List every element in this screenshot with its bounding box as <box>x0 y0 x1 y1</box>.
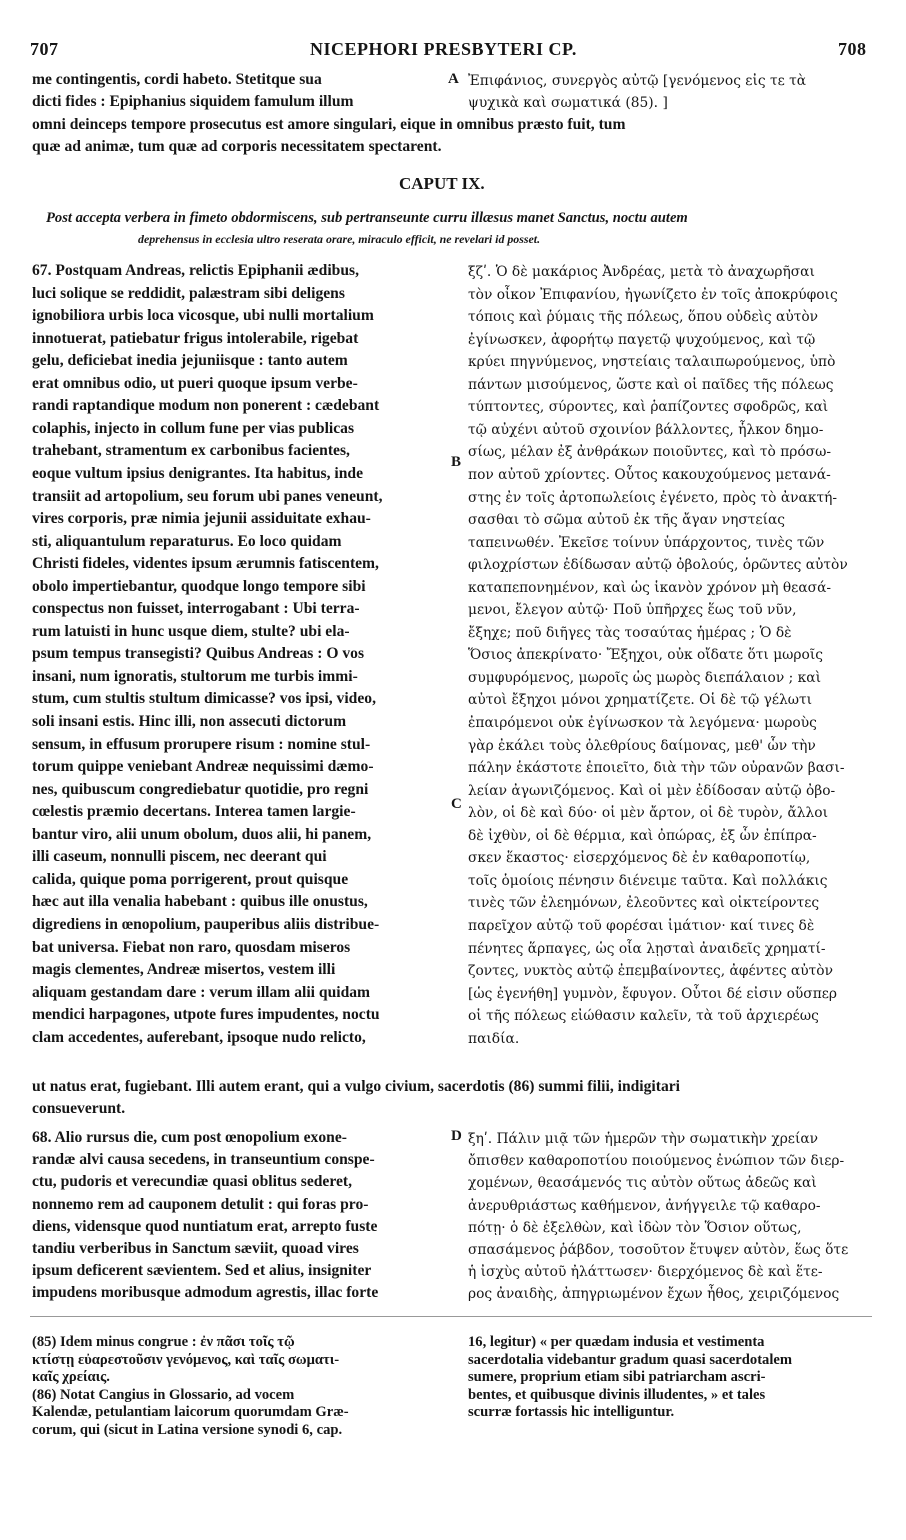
chapter-summary-line: Post accepta verbera in fimeto obdormiscens, sub pertranseunte curru illæsus manet Sanctus, noctu autem <box>46 210 688 226</box>
greek-line: κρύει πηγνύμενος, νηστείαις ταλαιπωρούμενος, ὑπὸ <box>468 354 836 371</box>
latin-line: 68. Alio rursus die, cum post œnopolium exone- <box>32 1129 347 1146</box>
latin-line: Christi fideles, videntes ipsum ærumnis fatiscentem, <box>32 555 379 573</box>
latin-line: randi raptandique modum non ponerent : cædebant <box>32 397 380 415</box>
latin-line: stum, cum stultis stultum dimicasse? vos ipsi, video, <box>32 690 376 708</box>
greek-line: λὸν, οἱ δὲ καὶ δύο· οἱ μὲν ἄρτον, οἱ δὲ τυρὸν, ἄλλοι <box>468 805 828 822</box>
intro-latin-line: dicti fides : Epiphanius siquidem famulum illum <box>32 93 354 110</box>
latin-line: randæ alvi causa secedens, in transeuntium conspe- <box>32 1151 375 1169</box>
footnote-line: corum, qui (sicut in Latina versione synodi 6, cap. <box>32 1421 343 1438</box>
chapter-summary-line: deprehensus in ecclesia ultro reserata orare, miraculo efficit, ne revelari id posset. <box>138 232 541 246</box>
greek-line: ξζʹ. Ὁ δὲ μακάριος Ἀνδρέας, μετὰ τὸ ἀναχωρῆσαι <box>468 264 815 280</box>
margin-mark-d: D <box>451 1128 462 1144</box>
latin-line: sensum, in effusum prorupere risum : nomine stul- <box>32 735 371 753</box>
greek-line: δὲ ἰχθὺν, οἱ δὲ θέρμια, καὶ ὀπώρας, ἐξ ὧν ἐπίπρα- <box>468 827 817 844</box>
latin-line: ipsum deficerent sævientem. Sed et alius, insigniter <box>32 1262 372 1280</box>
greek-line: πάλην ἑκάστοτε ἐποιεῖτο, διὰ τὴν τῶν οὐρανῶν βασι- <box>468 760 845 777</box>
footnote-line: (86) Notat Cangius in Glossario, ad vocem <box>32 1386 295 1403</box>
greek-line: πάντων μισούμενος, ὥστε καὶ οἱ παῖδες τῆς πόλεως <box>468 376 834 393</box>
greek-line: καταπεπονημένον, καὶ ὡς ἱκανὸν χρόνον μὴ θεασά- <box>468 579 832 596</box>
greek-line: [ὡς ἐγενήθη] γυμνὸν, ἔφυγον. Οὗτοι δέ εἰσιν οὕσπερ <box>468 985 838 1002</box>
section-67-closing-line: consueverunt. <box>32 1100 126 1117</box>
greek-line: μενοι, ἔλεγον αὐτῷ· Ποῦ ὑπῆρχες ἕως τοῦ νῦν, <box>468 602 797 619</box>
greek-line: ἐγίνωσκεν, ἀφορήτῳ παγετῷ ψυχούμενος, καὶ τῷ <box>468 331 816 348</box>
margin-mark-a: A <box>448 71 459 87</box>
latin-line: clam accedentes, auferebant, ipsoque nudo relicto, <box>32 1028 366 1046</box>
latin-line: gelu, deficiebat inedia jejuniisque : tanto autem <box>32 352 348 370</box>
greek-line: σίως, μέλαν ἐξ ἀνθράκων ποιοῦντες, καὶ τὸ πρόσω- <box>468 444 832 461</box>
footnote-line: καῖς χρείαις. <box>32 1369 110 1385</box>
running-title: NICEPHORI PRESBYTERI CP. <box>310 39 577 59</box>
latin-line: transiit ad artopolium, seu forum ubi panes veneunt, <box>32 487 383 505</box>
greek-line: ἀνερυθριάστως καθήμενον, ἀνήγγειλε τῷ καθαρο- <box>468 1197 821 1214</box>
page-number-right: 708 <box>838 39 867 59</box>
footnote-rule <box>30 1316 872 1317</box>
greek-line: παρεῖχον αὐτῷ τοῦ φορέσαι ἱμάτιον· καί τινες δὲ <box>468 917 815 934</box>
greek-line: ταπεινωθέν. Ἐκεῖσε τοίνυν ὑπάρχοντος, τινὲς τῶν <box>468 534 825 551</box>
latin-line: soli insani estis. Hinc illi, non assecuti dictorum <box>32 713 347 730</box>
greek-line: πότῃ· ὁ δὲ ἐξελθὼν, καὶ ἰδὼν τὸν Ὅσιον οὕτως, <box>468 1219 802 1236</box>
footnote-line: κτίστῃ εὐαρεστοῦσιν γενόμενος, καὶ ταῖς σωματι- <box>32 1351 340 1368</box>
latin-line: insani, num ignoratis, stultorum me turbis immi- <box>32 667 358 685</box>
latin-line: nonnemo rem ad cauponem detulit : qui foras pro- <box>32 1195 369 1213</box>
latin-line: cœlestis præmio decertans. Interea tamen largie- <box>32 803 356 821</box>
footnote-line: sacerdotalia videbantur gradum quasi sacerdotalem <box>468 1351 793 1368</box>
greek-line: χομένων, θεασάμενός τις αὐτὸν οὕτως ἀδεῶς καὶ <box>468 1175 817 1192</box>
latin-line: tandiu verberibus in Sanctum sæviit, quoad vires <box>32 1240 359 1257</box>
latin-line: luci solique se reddidit, palæstram sibi deligens <box>32 284 345 302</box>
section-67-closing-line: ut natus erat, fugiebant. Illi autem erant, qui a vulgo civium, sacerdotis (86) summi filii, indigitari <box>32 1078 681 1095</box>
latin-line: colaphis, injecto in collum fune per vias publicas <box>32 419 355 437</box>
margin-mark-c: C <box>451 796 462 812</box>
latin-line: sti, aliquantulum reparaturus. Eo loco quidam <box>32 532 342 550</box>
latin-line: conspectus non fuisset, interrogabant : Ubi terra- <box>32 600 360 618</box>
latin-line: psum tempus transegisti? Quibus Andreas : O vos <box>32 645 365 663</box>
latin-line: calida, quique poma porrigerent, prout quisque <box>32 870 349 888</box>
greek-line: τοῖς ὁμοίοις πένησιν διένειμε ταῦτα. Καὶ πολλάκις <box>468 872 828 889</box>
greek-line: συμφυρόμενος, μωροῖς ὡς μωρὸς διεπάλαιον ; καὶ <box>468 669 821 686</box>
greek-line: ἔξηχε; ποῦ διῆγες τὰς τοσαύτας ἡμέρας ; Ὁ δὲ <box>468 624 792 641</box>
latin-line: illi caseum, nonnulli piscem, nec deerant qui <box>32 848 327 866</box>
greek-line: πον αὐτοῦ χρίοντες. Οὗτος κακουχούμενος μετανά- <box>468 466 831 483</box>
latin-line: ctu, pudoris et verecundiæ quasi oblitus sederet, <box>32 1173 352 1191</box>
greek-line: τινὲς τῶν ἐλεημόνων, ἐλεοῦντες καὶ οἰκτείροντες <box>468 895 820 912</box>
greek-line: παιδία. <box>468 1030 520 1047</box>
greek-line: φιλοχρίστων ἐδίδωσαν αὐτῷ ὀβολούς, ὁρῶντες αὐτὸν <box>468 557 848 574</box>
latin-line: rum latuisti in hunc usque diem, stulte? ubi ela- <box>32 622 350 640</box>
footnote-line: 16, legitur) « per quædam indusia et vestimenta <box>468 1334 765 1350</box>
greek-line: ζοντες, νυκτὸς αὐτῷ ἐπεμβαίνοντες, ἀφέντες αὐτὸν <box>468 963 833 980</box>
latin-line: aliquam gestandam dare : verum illam alii quidam <box>32 983 371 1001</box>
greek-line: σασθαι τὸ σῶμα αὐτοῦ ἐκ τῆς ἄγαν νηστείας <box>468 512 786 529</box>
greek-line: τῷ αὐχένι αὐτοῦ σχοινίον βάλλοντες, ἧλκον δημο- <box>468 421 824 438</box>
latin-line: vires corporis, præ nimia jejunii assiduitate exhau- <box>32 510 371 528</box>
latin-line: eoque vultum ipsius denigrantes. Ita habitus, inde <box>32 464 364 482</box>
page-number-left: 707 <box>30 39 59 59</box>
latin-line: trahebant, stramentum ex carbonibus facientes, <box>32 442 350 460</box>
latin-line: magis clementes, Andreæ misertos, vestem illi <box>32 961 336 979</box>
greek-line: ἐπαιρόμενοι οὐκ ἐγίνωσκον τὰ λεγόμενα· μωροὺς <box>468 715 817 731</box>
latin-line: erat omnibus odio, ut pueri quoque ipsum verbe- <box>32 374 358 392</box>
footnote-line: (85) Idem minus congrue : ἐν πᾶσι τοῖς τῷ <box>32 1334 295 1350</box>
greek-line: σκεν ἕκαστος· εἰσερχόμενος δὲ ἐν καθαροποτίῳ, <box>468 850 811 867</box>
latin-line: mendici harpagones, utpote fures impudentes, noctu <box>32 1006 380 1024</box>
latin-line: digrediens in œnopolium, pauperibus aliis distribue- <box>32 915 380 933</box>
latin-line: ignobiliora urbis loca vicosque, ubi nulli mortalium <box>32 307 374 325</box>
intro-latin-line: quæ ad animæ, tum quæ ad corporis necessitatem spectarent. <box>32 138 442 155</box>
latin-line: nes, quibuscum congrediebatur quotidie, pro regni <box>32 780 369 798</box>
intro-latin-line: omni deinceps tempore prosecutus est amore singulari, eique in omnibus præsto fuit, tum <box>32 116 626 133</box>
footnote-line: bentes, et quibusque divinis illudentes, » et tales <box>468 1386 766 1403</box>
latin-line: innotuerat, patiebatur frigus intolerabile, rigebat <box>32 329 359 347</box>
footnote-line: scurræ fortassis hic intelliguntur. <box>468 1404 675 1420</box>
latin-line: impudens moribusque admodum agrestis, illac forte <box>32 1284 379 1302</box>
latin-line: bantur viro, alii unum obolum, duos alii, hi panem, <box>32 825 372 843</box>
latin-line: 67. Postquam Andreas, relictis Epiphanii ædibus, <box>32 262 359 279</box>
intro-greek-line: Ἐπιφάνιος, συνεργὸς αὐτῷ [γενόμενος εἰς τε τὰ <box>468 73 807 89</box>
greek-line: ρος ἀναιδὴς, ἀπηγριωμένον ἔχων ἦθος, χειριζόμενος <box>468 1286 840 1303</box>
footnote-line: sumere, proprium etiam sibi patriarcham ascri- <box>468 1369 766 1385</box>
greek-line: στης ἐν τοῖς ἀρτοπωλείοις ἐγένετο, πρὸς τὸ ἀνακτή- <box>468 489 838 506</box>
greek-line: τὸν οἶκον Ἐπιφανίου, ἠγωνίζετο ἐν τοῖς ἀποκρύφοις <box>468 286 838 303</box>
chapter-title: CAPUT IX. <box>399 174 485 193</box>
greek-line: ἡ ἰσχὺς αὐτοῦ ἠλάττωσεν· διερχόμενος δὲ καὶ ἕτε- <box>468 1264 823 1281</box>
greek-line: τύπτοντες, σύροντες, καὶ ῥαπίζοντες σφοδρῶς, καὶ <box>468 399 829 416</box>
intro-latin-line: me contingentis, cordi habeto. Stetitque sua <box>32 71 322 88</box>
greek-line: ξηʹ. Πάλιν μιᾷ τῶν ἡμερῶν τὴν σωματικὴν χρείαν <box>468 1131 819 1147</box>
greek-line: ὄπισθεν καθαροποτίου ποιούμενος ἐνώπιον τῶν διερ- <box>468 1153 845 1170</box>
greek-line: λείαν ἀγωνιζόμενος. Καὶ οἱ μὲν ἐδίδοσαν αὐτῷ ὀβο- <box>468 782 836 799</box>
margin-mark-b: B <box>451 454 462 470</box>
latin-line: obolo impertiebantur, quodque longo tempore sibi <box>32 577 366 595</box>
footnote-line: Kalendæ, petulantiam laicorum quorumdam Græ- <box>32 1404 349 1420</box>
greek-line: οἱ τῆς πόλεως εἰώθασιν καλεῖν, τὰ τοῦ ἀρχιερέως <box>468 1008 819 1025</box>
greek-line: σπασάμενος ῥάβδον, τοσοῦτον ἔτυψεν αὐτὸν, ἕως ὅτε <box>468 1242 849 1258</box>
intro-greek-line: ψυχικὰ καὶ σωματικά (85). ] <box>468 95 668 111</box>
greek-line: Ὅσιος ἀπεκρίνατο· Ἔξηχοι, οὐκ οἴδατε ὅτι μωροῖς <box>468 647 823 664</box>
greek-line: πένητες ἅρπαγες, ὡς οἷα λῃσταὶ ἀναιδεῖς χρηματί- <box>468 940 826 957</box>
latin-line: torum quippe veniebant Andreæ nequissimi dæmo- <box>32 758 374 776</box>
greek-line: γὰρ ἐκάλει τοὺς ὀλεθρίους δαίμονας, μεθ' ὧν τὴν <box>468 737 816 754</box>
greek-line: αὐτοὶ ἔξηχοι μόνοι χρηματίζετε. Οἱ δὲ τῷ γέλωτι <box>468 692 813 709</box>
latin-line: bat universa. Fiebat non raro, quosdam miseros <box>32 938 351 956</box>
latin-line: hæc aut illa venalia habebant : quibus ille onustus, <box>32 893 368 911</box>
greek-line: τόποις καὶ ῥύμαις τῆς πόλεως, ὅπου οὐδεὶς αὐτὸν <box>468 309 819 326</box>
latin-line: diens, vidensque quod nuntiatum erat, arrepto fuste <box>32 1217 378 1235</box>
